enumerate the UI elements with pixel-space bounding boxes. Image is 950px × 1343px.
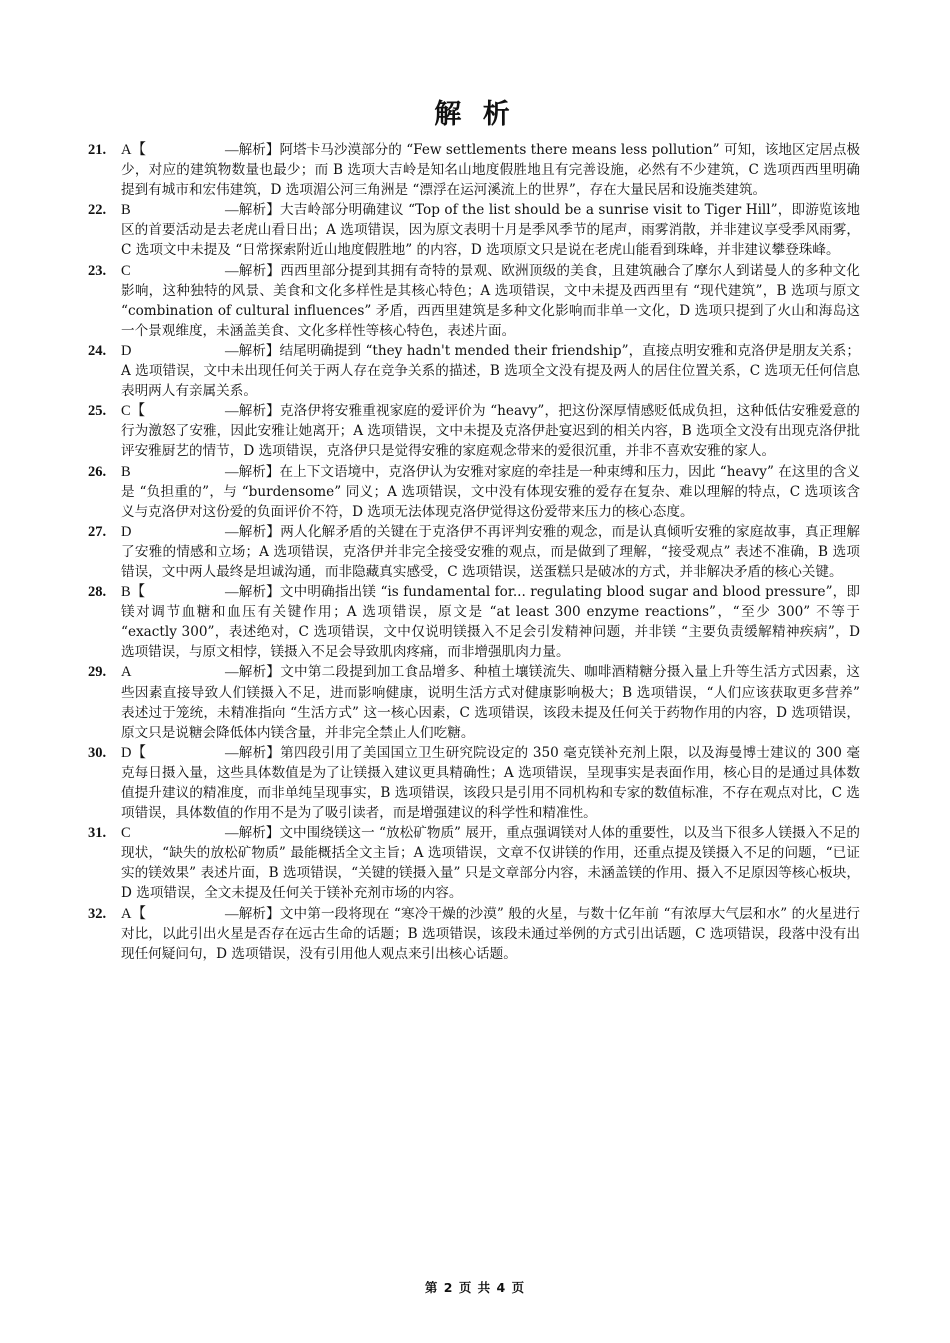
explanation-body — [121, 140, 860, 200]
explanation-tag: —解析】 — [225, 342, 280, 358]
explanation-item — [88, 462, 860, 522]
explanation-item — [88, 743, 860, 823]
explanation-text: 两人化解矛盾的关键在于克洛伊不再评判安雅的观念，而是认真倾听安雅的家庭故事，真正理解了安雅的情感和立场；A 选项错误，克洛伊并非完全接受安雅的观点，而是做到了理解，“接受观点” 表述不准确，B 选项错误，文中两人最终是坦诚沟通，而非隐藏真实感受，C 选项错误，送蛋糕只是破冰的方式，并非解决矛盾的核心关键。 — [121, 523, 861, 580]
answer-letter: B — [121, 463, 131, 480]
explanation-item — [88, 261, 860, 341]
explanation-tag: —解析】 — [225, 403, 280, 419]
explanation-item — [88, 904, 860, 964]
question-number: 25. — [88, 403, 107, 420]
explanation-tag: —解析】 — [225, 262, 281, 278]
explanation-item — [88, 401, 860, 461]
explanation-tag: —解析】 — [225, 523, 281, 539]
explanation-body — [121, 261, 860, 341]
explanation-body — [121, 462, 860, 522]
page-title: 解 析 — [434, 99, 516, 130]
explanation-body — [121, 904, 860, 964]
page-footer: 第 2 页 共 4 页 — [424, 1280, 526, 1295]
explanation-item — [88, 341, 860, 401]
explanation-body — [121, 743, 860, 823]
explanation-tag: —解析】 — [225, 825, 280, 841]
explanation-tag: —解析】 — [225, 202, 280, 218]
question-number: 22. — [88, 202, 107, 219]
explanation-text: 克洛伊将安雅重视家庭的爱评价为 “heavy”，把这份深厚情感贬低成负担，这种低估安雅爱意的行为激怒了安雅，因此安雅让她离开；A 选项错误，文中未提及克洛伊赴宴迟到的相关内容，B 选项全文没有出现克洛伊批评安雅厨艺的情节，D 选项错误，克洛伊只是觉得安雅的家庭观念带来的爱很沉重，并非不喜欢安雅的家人。 — [121, 403, 861, 460]
explanation-text: 阿塔卡马沙漠部分的 “Few settlements there means less pollution” 可知，该地区定居点极少，对应的建筑物数量也最少；而 B 选项大吉岭是知名山地度假胜地且有完善设施，必然有不少建筑，C 选项西西里明确提到有城市和宏伟建筑，D 选项湄公河三角洲是 “漂浮在运河溪流上的世界”，存在大量民居和设施类建筑。 — [121, 142, 861, 199]
question-number: 24. — [88, 342, 107, 359]
question-number: 32. — [88, 905, 107, 922]
question-number: 26. — [88, 463, 107, 480]
answer-letter: D【 — [121, 744, 146, 761]
explanation-item — [88, 140, 860, 200]
explanation-body — [121, 522, 860, 582]
explanation-item — [88, 582, 860, 662]
explanation-body — [121, 823, 860, 903]
explanation-text: 在上下文语境中，克洛伊认为安雅对家庭的牵挂是一种束缚和压力，因此 “heavy” 在这里的含义是 “负担重的”，与 “burdensome” 同义；A 选项错误，文中没有体现安雅的爱存在复杂、难以理解的特点，C 选项该含义与克洛伊对这份爱的负面评价不符，D 选项无法体现克洛伊觉得这份爱带来压力的核心态度。 — [121, 463, 860, 520]
explanation-tag: —解析】 — [225, 584, 280, 600]
explanation-text: 文中明确指出镁 “is fundamental for... regulating blood sugar and blood pressure”，即镁对调节血糖和血压有关键作用；A 选项错误，原文是 “at least 300 enzyme reactions”，“至少 300” 不等于 “exactly 300”，表述绝对，C 选项错误，文中仅说明镁摄入不足会引发精神问题，并非镁 “主要负责缓解精神疾病”，D 选项错误，与原文相悖，镁摄入不足会导致肌肉疼痛，而非增强肌肉力量。 — [121, 584, 861, 661]
explanation-tag: —解析】 — [225, 744, 281, 760]
explanation-text: 文中围绕镁这一 “放松矿物质” 展开，重点强调镁对人体的重要性，以及当下很多人镁摄入不足的现状，“缺失的放松矿物质” 最能概括全文主旨；A 选项错误，文章不仅讲镁的作用，还重点提及镁摄入不足的问题，“已证实的镁效果” 表述片面，B 选项错误，“关键的镁摄入量” 只是文章部分内容，未涵盖镁的作用、摄入不足原因等核心板块，D 选项错误，全文未提及任何关于镁补充剂市场的内容。 — [121, 825, 860, 902]
answer-letter: B — [121, 202, 131, 219]
explanation-item — [88, 823, 860, 903]
answer-letter: A【 — [121, 142, 146, 158]
explanation-item — [88, 200, 860, 260]
question-number: 27. — [88, 523, 107, 540]
answer-letter: C【 — [121, 403, 146, 420]
explanation-tag: —解析】 — [225, 664, 281, 680]
explanation-body — [121, 582, 860, 662]
explanation-body — [121, 200, 860, 260]
answer-letter: B【 — [121, 584, 146, 601]
explanation-item — [88, 662, 860, 742]
explanation-text: 结尾明确提到 “they hadn't mended their friendship”，直接点明安雅和克洛伊是朋友关系；A 选项错误，文中未出现任何关于两人存在竞争关系的描述，B 选项全文没有提及两人的居住位置关系，C 选项无任何信息表明两人有亲属关系。 — [121, 342, 860, 400]
question-number: 30. — [88, 744, 107, 761]
question-number: 28. — [88, 584, 107, 601]
explanation-text: 西西里部分提到其拥有奇特的景观、欧洲顶级的美食，且建筑融合了摩尔人到诺曼人的多种文化影响，这种独特的风景、美食和文化多样性是其核心特色；A 选项错误，文中未提及西西里有 “现代建筑”，B 选项与原文 “combination of cultural influences” 矛盾，西西里建筑是多种文化影响而非单一文化，D 选项只提到了火山和海岛这一个景观维度，未涵盖美食、文化多样性等核心特色，表述片面。 — [121, 262, 861, 339]
answer-letter: C — [121, 262, 131, 279]
explanation-body — [121, 662, 860, 742]
question-number: 31. — [88, 825, 107, 842]
answer-letter: D — [121, 342, 132, 359]
explanation-text: 文中第二段提到加工食品增多、种植土壤镁流失、咖啡酒精糖分摄入量上升等生活方式因素，这些因素直接导致人们镁摄入不足，进而影响健康，说明生活方式对健康影响极大；B 选项错误，“人们应该获取更多营养” 表述过于笼统，未精准指向 “生活方式” 这一核心因素，C 选项错误，该段未提及任何关于药物作用的内容，D 选项错误，原文只是说糖会降低体内镁含量，并非完全禁止人们吃糖。 — [121, 664, 861, 741]
question-number: 21. — [88, 142, 107, 158]
answer-letter: A【 — [121, 905, 146, 922]
answer-letter: C — [121, 825, 131, 842]
explanation-text: 第四段引用了美国国立卫生研究院设定的 350 毫克镁补充剂上限，以及海曼博士建议的 300 毫克每日摄入量，这些具体数值是为了让镁摄入建议更具精确性；A 选项错误，呈现事实是表面作用，核心目的是通过具体数值提升建议的精准度，而非单纯呈现事实，B 选项错误，该段只是引用不同机构和专家的数值标准，不存在观点对比，C 选项错误，具体数值的作用不是为了吸引读者，而是增强建议的科学性和精准性。 — [121, 744, 860, 822]
explanation-text: 大吉岭部分明确建议 “Top of the list should be a sunrise visit to Tiger Hill”，即游览该地区的首要活动是去老虎山看日出；A 选项错误，因为原文表明十月是季风季节的尾声，雨雾消散，并非建议享受季风雨雾，C 选项文中未提及 “日常探索附近山地度假胜地” 的内容，D 选项原文只是说在老虎山能看到珠峰，并非建议攀登珠峰。 — [121, 202, 861, 259]
explanation-tag: —解析】 — [225, 463, 280, 479]
question-number: 29. — [88, 664, 107, 681]
explanation-body — [121, 401, 860, 461]
answer-letter: A — [121, 664, 132, 681]
explanation-text: 文中第一段将现在 “寒冷干燥的沙漠” 般的火星，与数十亿年前 “有浓厚大气层和水” 的火星进行对比，以此引出火星是否存在远古生命的话题；B 选项错误，该段未通过举例的方式引出话题，C 选项错误，段落中没有出现任何疑问句，D 选项错误，没有引用他人观点来引出核心话题。 — [121, 905, 860, 962]
question-number: 23. — [88, 262, 107, 279]
answer-letter: D — [121, 523, 132, 540]
explanation-tag: —解析】 — [225, 142, 280, 157]
explanation-list — [88, 140, 860, 964]
explanation-tag: —解析】 — [225, 905, 280, 921]
explanation-item — [88, 522, 860, 582]
explanation-body — [121, 341, 860, 401]
